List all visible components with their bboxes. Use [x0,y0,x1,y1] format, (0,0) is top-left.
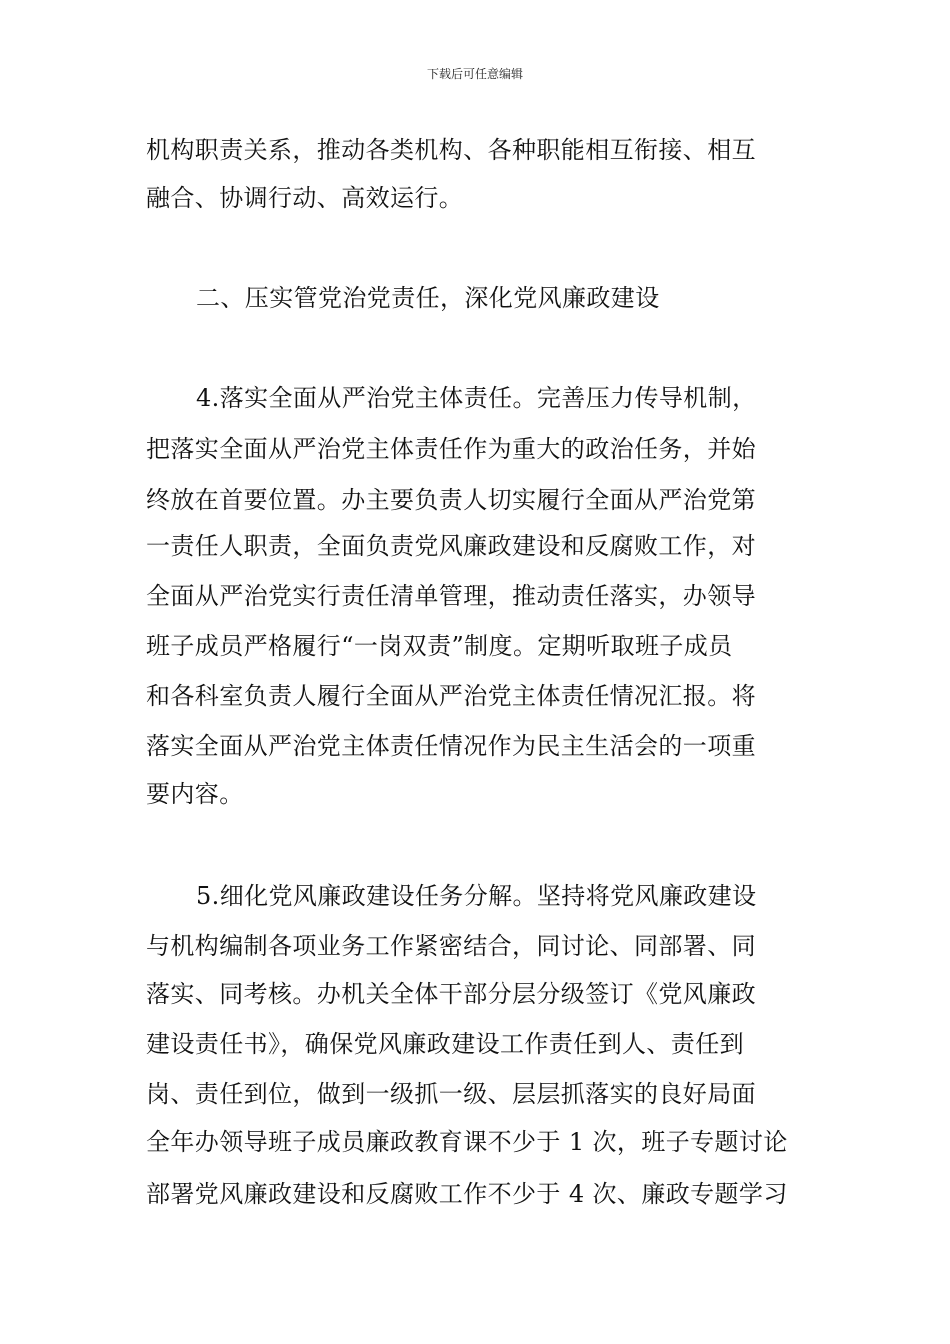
section-heading: 二、压实管党治党责任，深化党风廉政建设 [196,284,660,312]
body-line: 把落实全面从严治党主体责任作为重大的政治任务，并始 [146,435,756,463]
body-line: 要内容。 [146,780,244,808]
body-line: 班子成员严格履行“一岗双责”制度。定期听取班子成员 [146,632,733,660]
body-line: 和各科室负责人履行全面从严治党主体责任情况汇报。将 [146,682,756,710]
page-header: 下载后可任意编辑 [426,67,523,81]
paragraph-start: 4.落实全面从严治党主体责任。完善压力传导机制， [196,384,757,412]
body-line: 全年办领导班子成员廉政教育课不少于 1 次，班子专题讨论 [146,1128,788,1156]
body-line: 岗、责任到位，做到一级抓一级、层层抓落实的良好局面 [146,1080,756,1108]
body-line: 全面从严治党实行责任清单管理，推动责任落实，办领导 [146,582,756,610]
body-line: 落实全面从严治党主体责任情况作为民主生活会的一项重 [146,732,756,760]
body-line: 机构职责关系，推动各类机构、各种职能相互衔接、相互 [146,136,756,164]
body-line: 终放在首要位置。办主要负责人切实履行全面从严治党第 [146,486,756,514]
body-line: 落实、同考核。办机关全体干部分层分级签订《党风廉政 [146,980,756,1008]
body-line: 建设责任书》，确保党风廉政建设工作责任到人、责任到 [146,1030,744,1058]
body-line: 部署党风廉政建设和反腐败工作不少于 4 次、廉政专题学习 [146,1180,788,1208]
paragraph-start: 5.细化党风廉政建设任务分解。坚持将党风廉政建设 [196,882,757,910]
body-line: 一责任人职责，全面负责党风廉政建设和反腐败工作，对 [146,532,756,560]
body-line: 与机构编制各项业务工作紧密结合，同讨论、同部署、同 [146,932,756,960]
body-line: 融合、协调行动、高效运行。 [146,184,464,212]
